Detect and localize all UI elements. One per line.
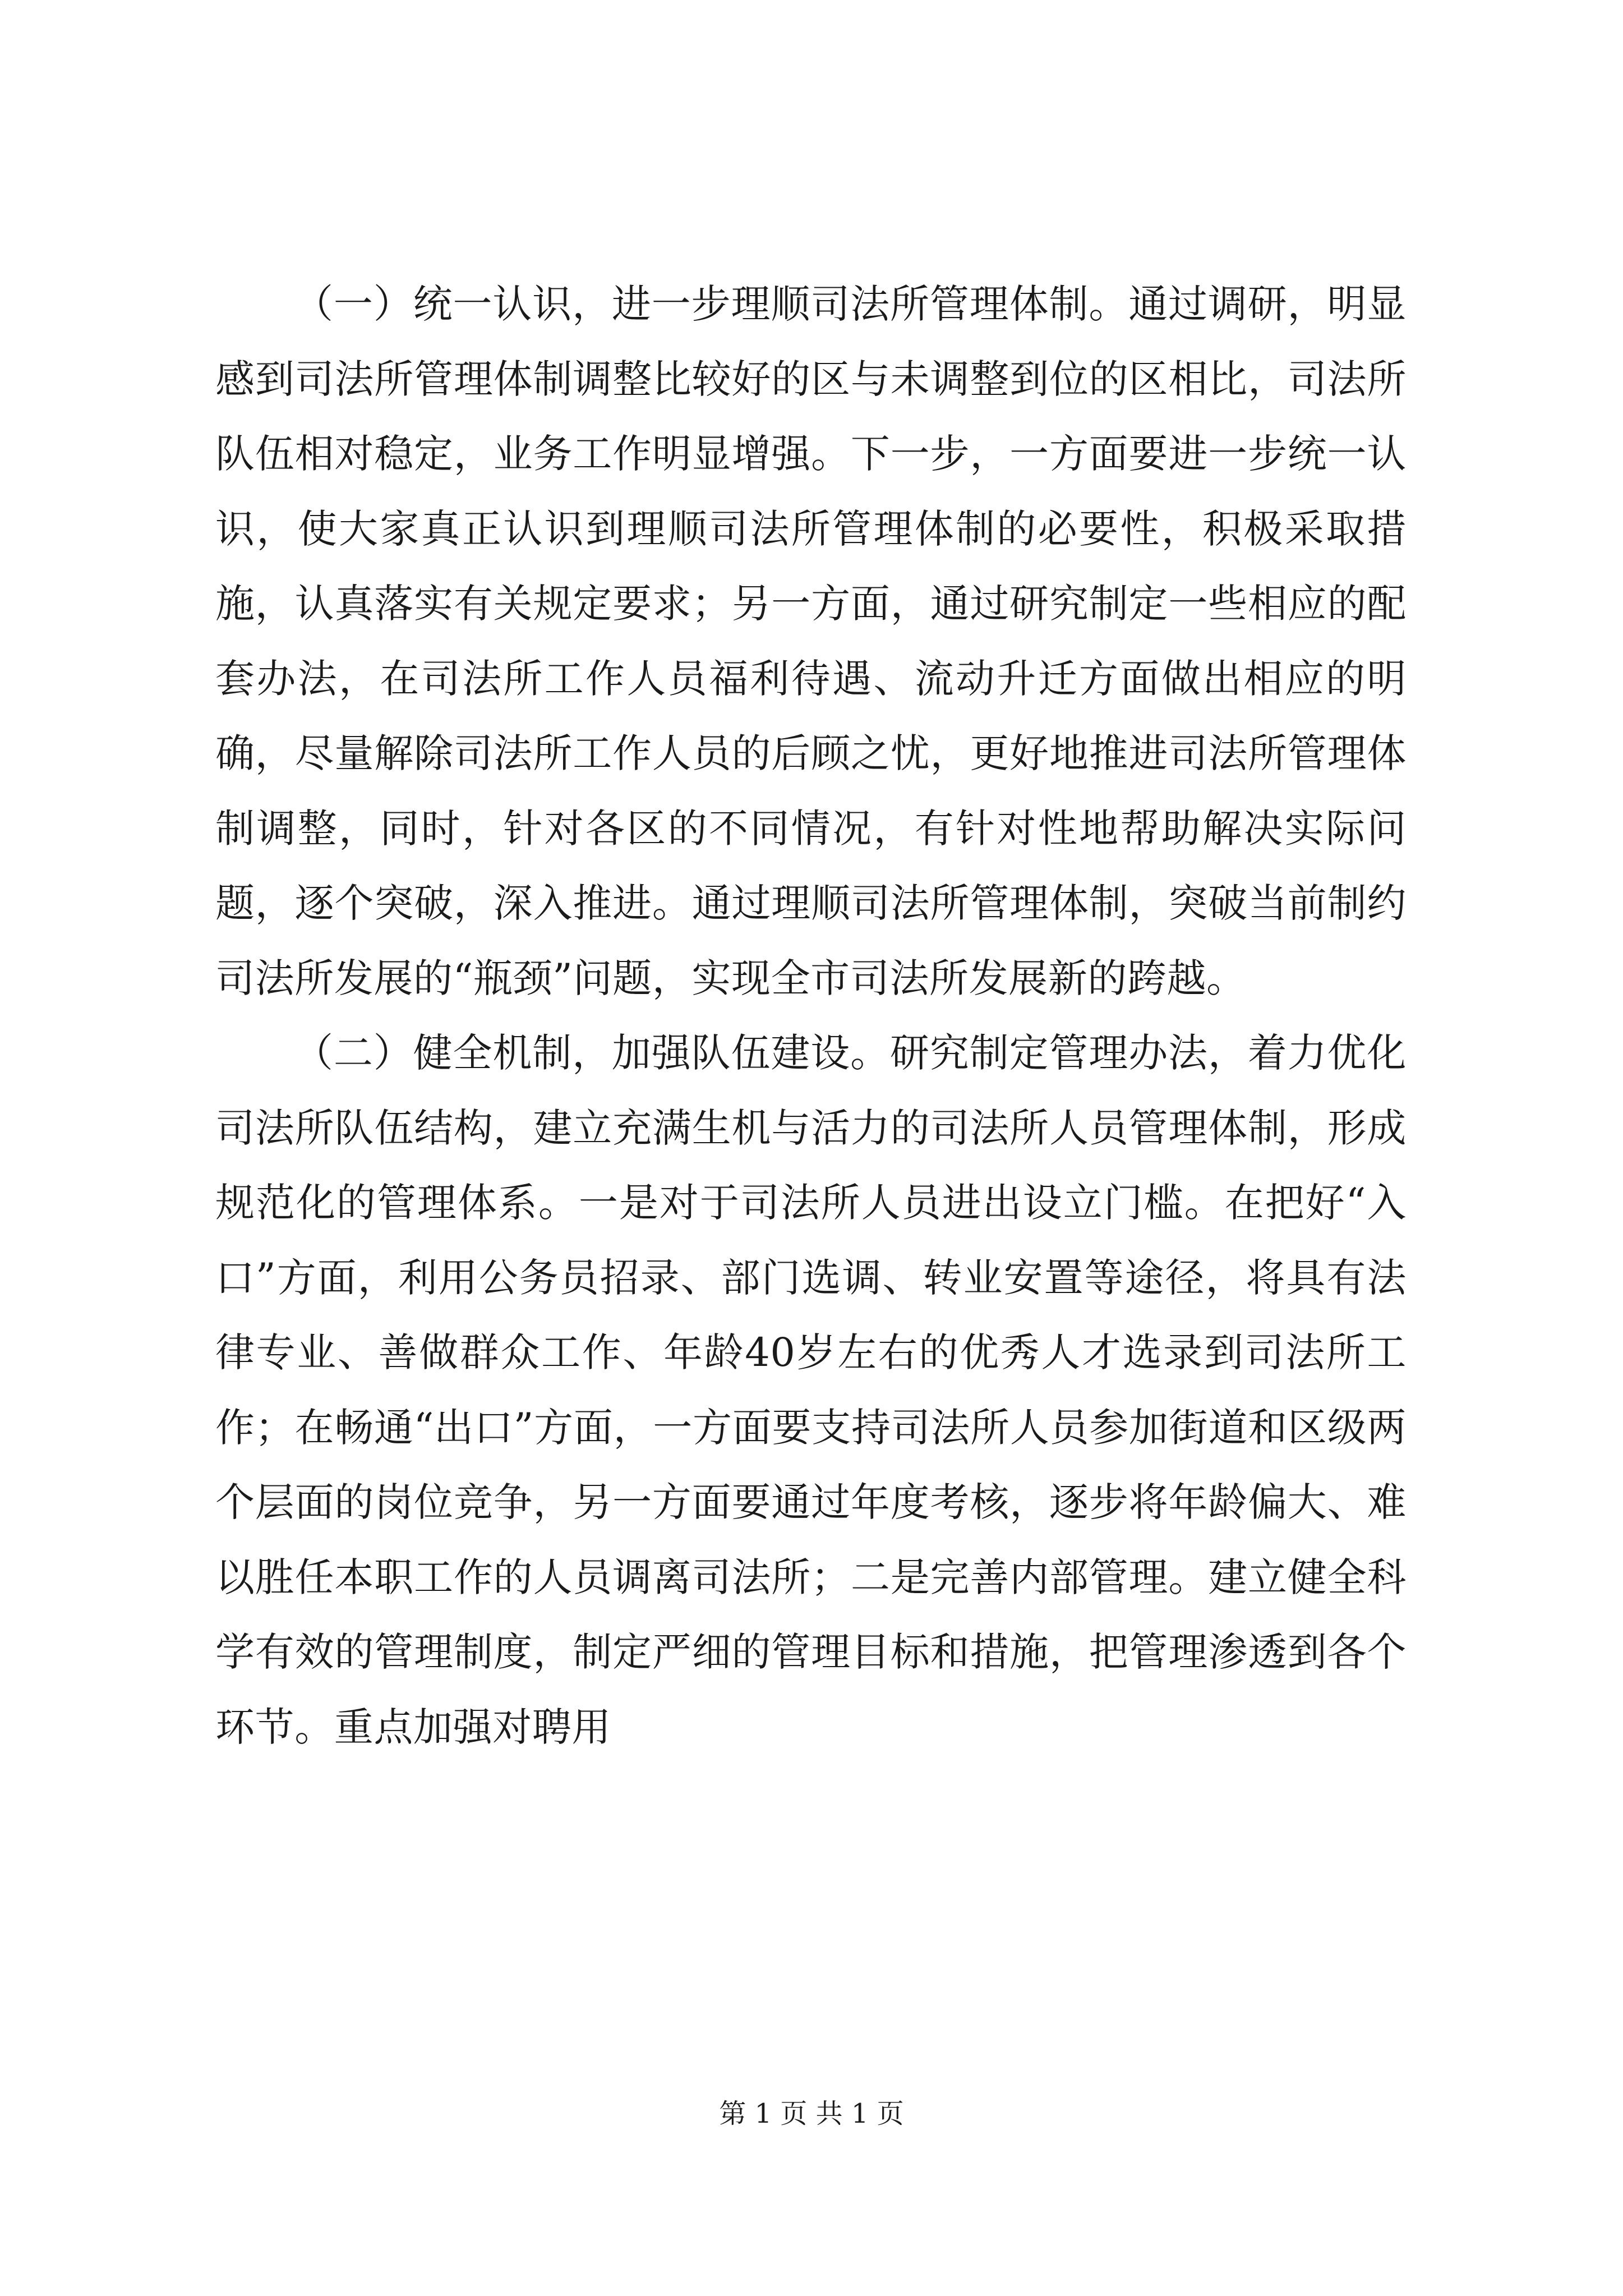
paragraph-improve-mechanism: （二）健全机制，加强队伍建设。研究制定管理办法，着力优化司法所队伍结构，建立充满生机与活力的司法所人员管理体制，形成规范化的管理体系。一是对于司法所人员进出设立门槛。在把好“入口”方面，利用公务员招录、部门选调、转业安置等途径，将具有法律专业、善做群众工作、年龄40岁左右的优秀人才选录到司法所工作；在畅通“出口”方面，一方面要支持司法所人员参加街道和区级两个层面的岗位竞争，另一方面要通过年度考核，逐步将年龄偏大、难以胜任本职工作的人员调离司法所；二是完善内部管理。建立健全科学有效的管理制度，制定严细的管理目标和措施，把管理渗透到各个环节。重点加强对聘用	[215, 1030, 1407, 1750]
paragraph-unify-understanding: （一）统一认识，进一步理顺司法所管理体制。通过调研，明显感到司法所管理体制调整比较好的区与未调整到位的区相比，司法所队伍相对稳定，业务工作明显增强。下一步，一方面要进一步统一认识，使大家真正认识到理顺司法所管理体制的必要性，积极采取措施，认真落实有关规定要求；另一方面，通过研究制定一些相应的配套办法，在司法所工作人员福利待遇、流动升迁方面做出相应的明确，尽量解除司法所工作人员的后顾之忧，更好地推进司法所管理体制调整，同时，针对各区的不同情况，有针对性地帮助解决实际问题，逐个突破，深入推进。通过理顺司法所管理体制，突破当前制约司法所发展的“瓶颈”问题，实现全市司法所发展新的跨越。	[215, 281, 1407, 1001]
document-body	[215, 267, 1407, 1765]
page-footer: 第 1 页 共 1 页	[719, 2098, 904, 2129]
